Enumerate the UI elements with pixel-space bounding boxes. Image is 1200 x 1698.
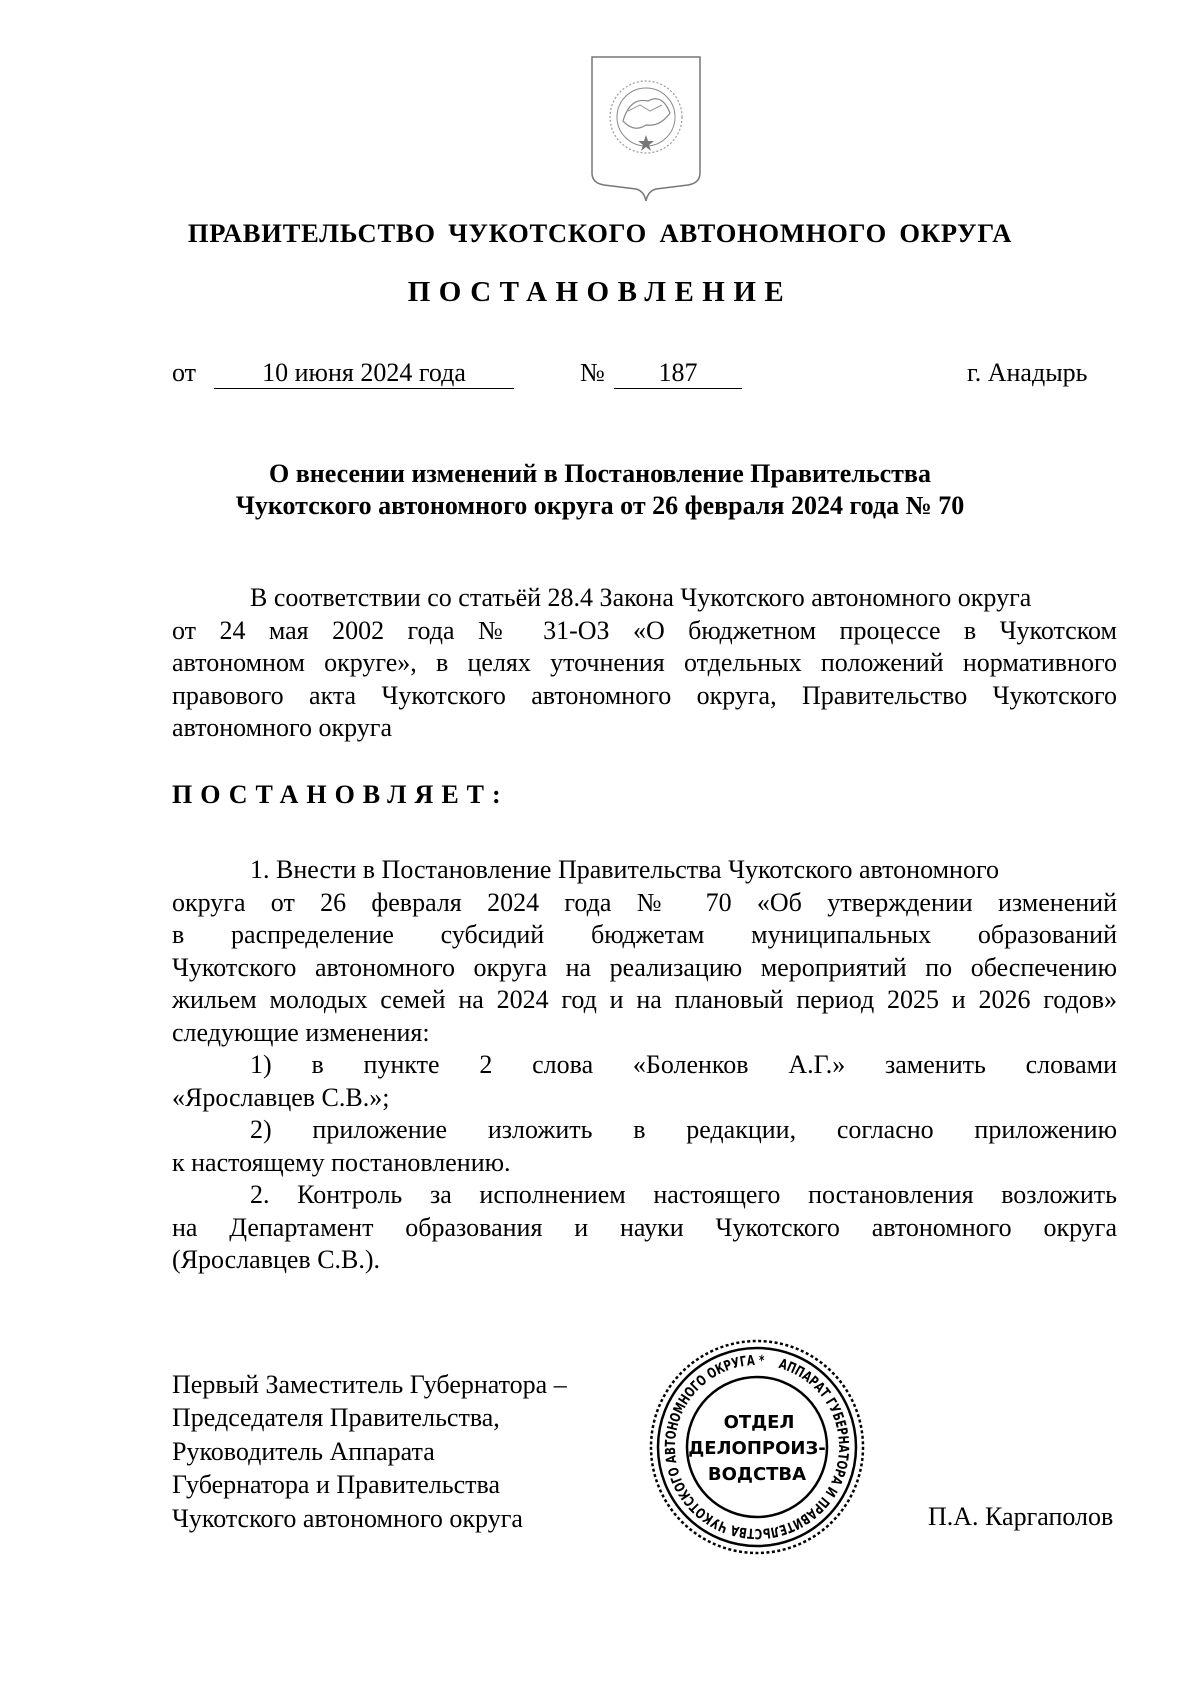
document-number: 187	[614, 358, 742, 389]
item-line: 2. Контроль за исполнением настоящего постановления возложить	[250, 1180, 1117, 1209]
preamble-line: от 24 мая 2002 года № 31-ОЗ «О бюджетном процессе в Чукотском	[172, 615, 1117, 645]
position-line: Руководитель Аппарата	[172, 1436, 435, 1466]
position-line: Председателя Правительства,	[172, 1403, 500, 1433]
item-line: «Ярославцев С.В.»;	[172, 1082, 390, 1112]
item-line: 1. Внести в Постановление Правительства Чукотского автономного	[250, 855, 999, 884]
item-line: следующие изменения:	[172, 1017, 430, 1047]
position-line: Первый Заместитель Губернатора –	[172, 1370, 567, 1399]
official-stamp	[646, 1336, 868, 1558]
item-line: на Департамент образования и науки Чукотского автономного округа	[172, 1212, 1117, 1242]
signatory-name: П.А. Каргаполов	[928, 1502, 1114, 1531]
position-line: Губернатора и Правительства	[172, 1470, 500, 1500]
item-line: к настоящему постановлению.	[172, 1147, 511, 1177]
item-line: 1) в пункте 2 слова «Боленков А.Г.» заменить словами	[250, 1050, 1117, 1079]
signatory-position	[172, 1368, 567, 1535]
document-date: 10 июня 2024 года	[214, 358, 514, 389]
item-line: 2) приложение изложить в редакции, согласно приложению	[250, 1115, 1117, 1144]
preamble-line: автономном округе», в целях уточнения отдельных положений нормативного	[172, 648, 1117, 677]
preamble-line: правового акта Чукотского автономного округа, Правительство Чукотского	[172, 680, 1117, 710]
organization-name: ПРАВИТЕЛЬСТВО ЧУКОТСКОГО АВТОНОМНОГО ОКРУГА	[187, 218, 1013, 248]
preamble-line: автономного округа	[172, 713, 392, 742]
subject-line: Чукотского автономного округа от 26 февраля 2024 года № 70	[235, 491, 965, 520]
document-type: ПОСТАНОВЛЕНИЕ	[407, 276, 793, 308]
stamp-center-line: ДЕЛОПРОИЗ-	[688, 1438, 826, 1459]
document-subject	[0, 458, 1200, 522]
coat-of-arms-icon	[590, 55, 702, 205]
date-label: от	[172, 358, 197, 387]
preamble	[172, 582, 1117, 745]
stamp-center-line: ВОДСТВА	[707, 1464, 807, 1485]
item-line: жильем молодых семей на 2024 год и на плановый период 2025 и 2026 годов»	[172, 985, 1117, 1014]
item-line: округа от 26 февраля 2024 года № 70 «Об утверждении изменений	[172, 887, 1117, 917]
subject-line: О внесении изменений в Постановление Правительства	[269, 459, 931, 488]
number-label: №	[580, 358, 605, 387]
decree-heading: ПОСТАНОВЛЯЕТ:	[172, 780, 509, 809]
position-line: Чукотского автономного округа	[172, 1503, 523, 1533]
item-line: (Ярославцев С.В.).	[172, 1245, 381, 1274]
city: г. Анадырь	[967, 358, 1088, 387]
stamp-ring-textpath: АППАРАТ ГУБЕРНАТОРА И ПРАВИТЕЛЬСТВА ЧУКОТСКОГО АВТОНОМНОГО ОКРУГА *	[662, 1352, 852, 1542]
item-line: в распределение субсидий бюджетам муниципальных образований	[172, 920, 1117, 949]
stamp-center-line: ОТДЕЛ	[723, 1412, 795, 1433]
preamble-line: В соответствии со статьёй 28.4 Закона Чукотского автономного округа	[250, 583, 1032, 612]
decree-items	[172, 854, 1117, 1277]
item-line: Чукотского автономного округа на реализацию мероприятий по обеспечению	[172, 952, 1117, 982]
